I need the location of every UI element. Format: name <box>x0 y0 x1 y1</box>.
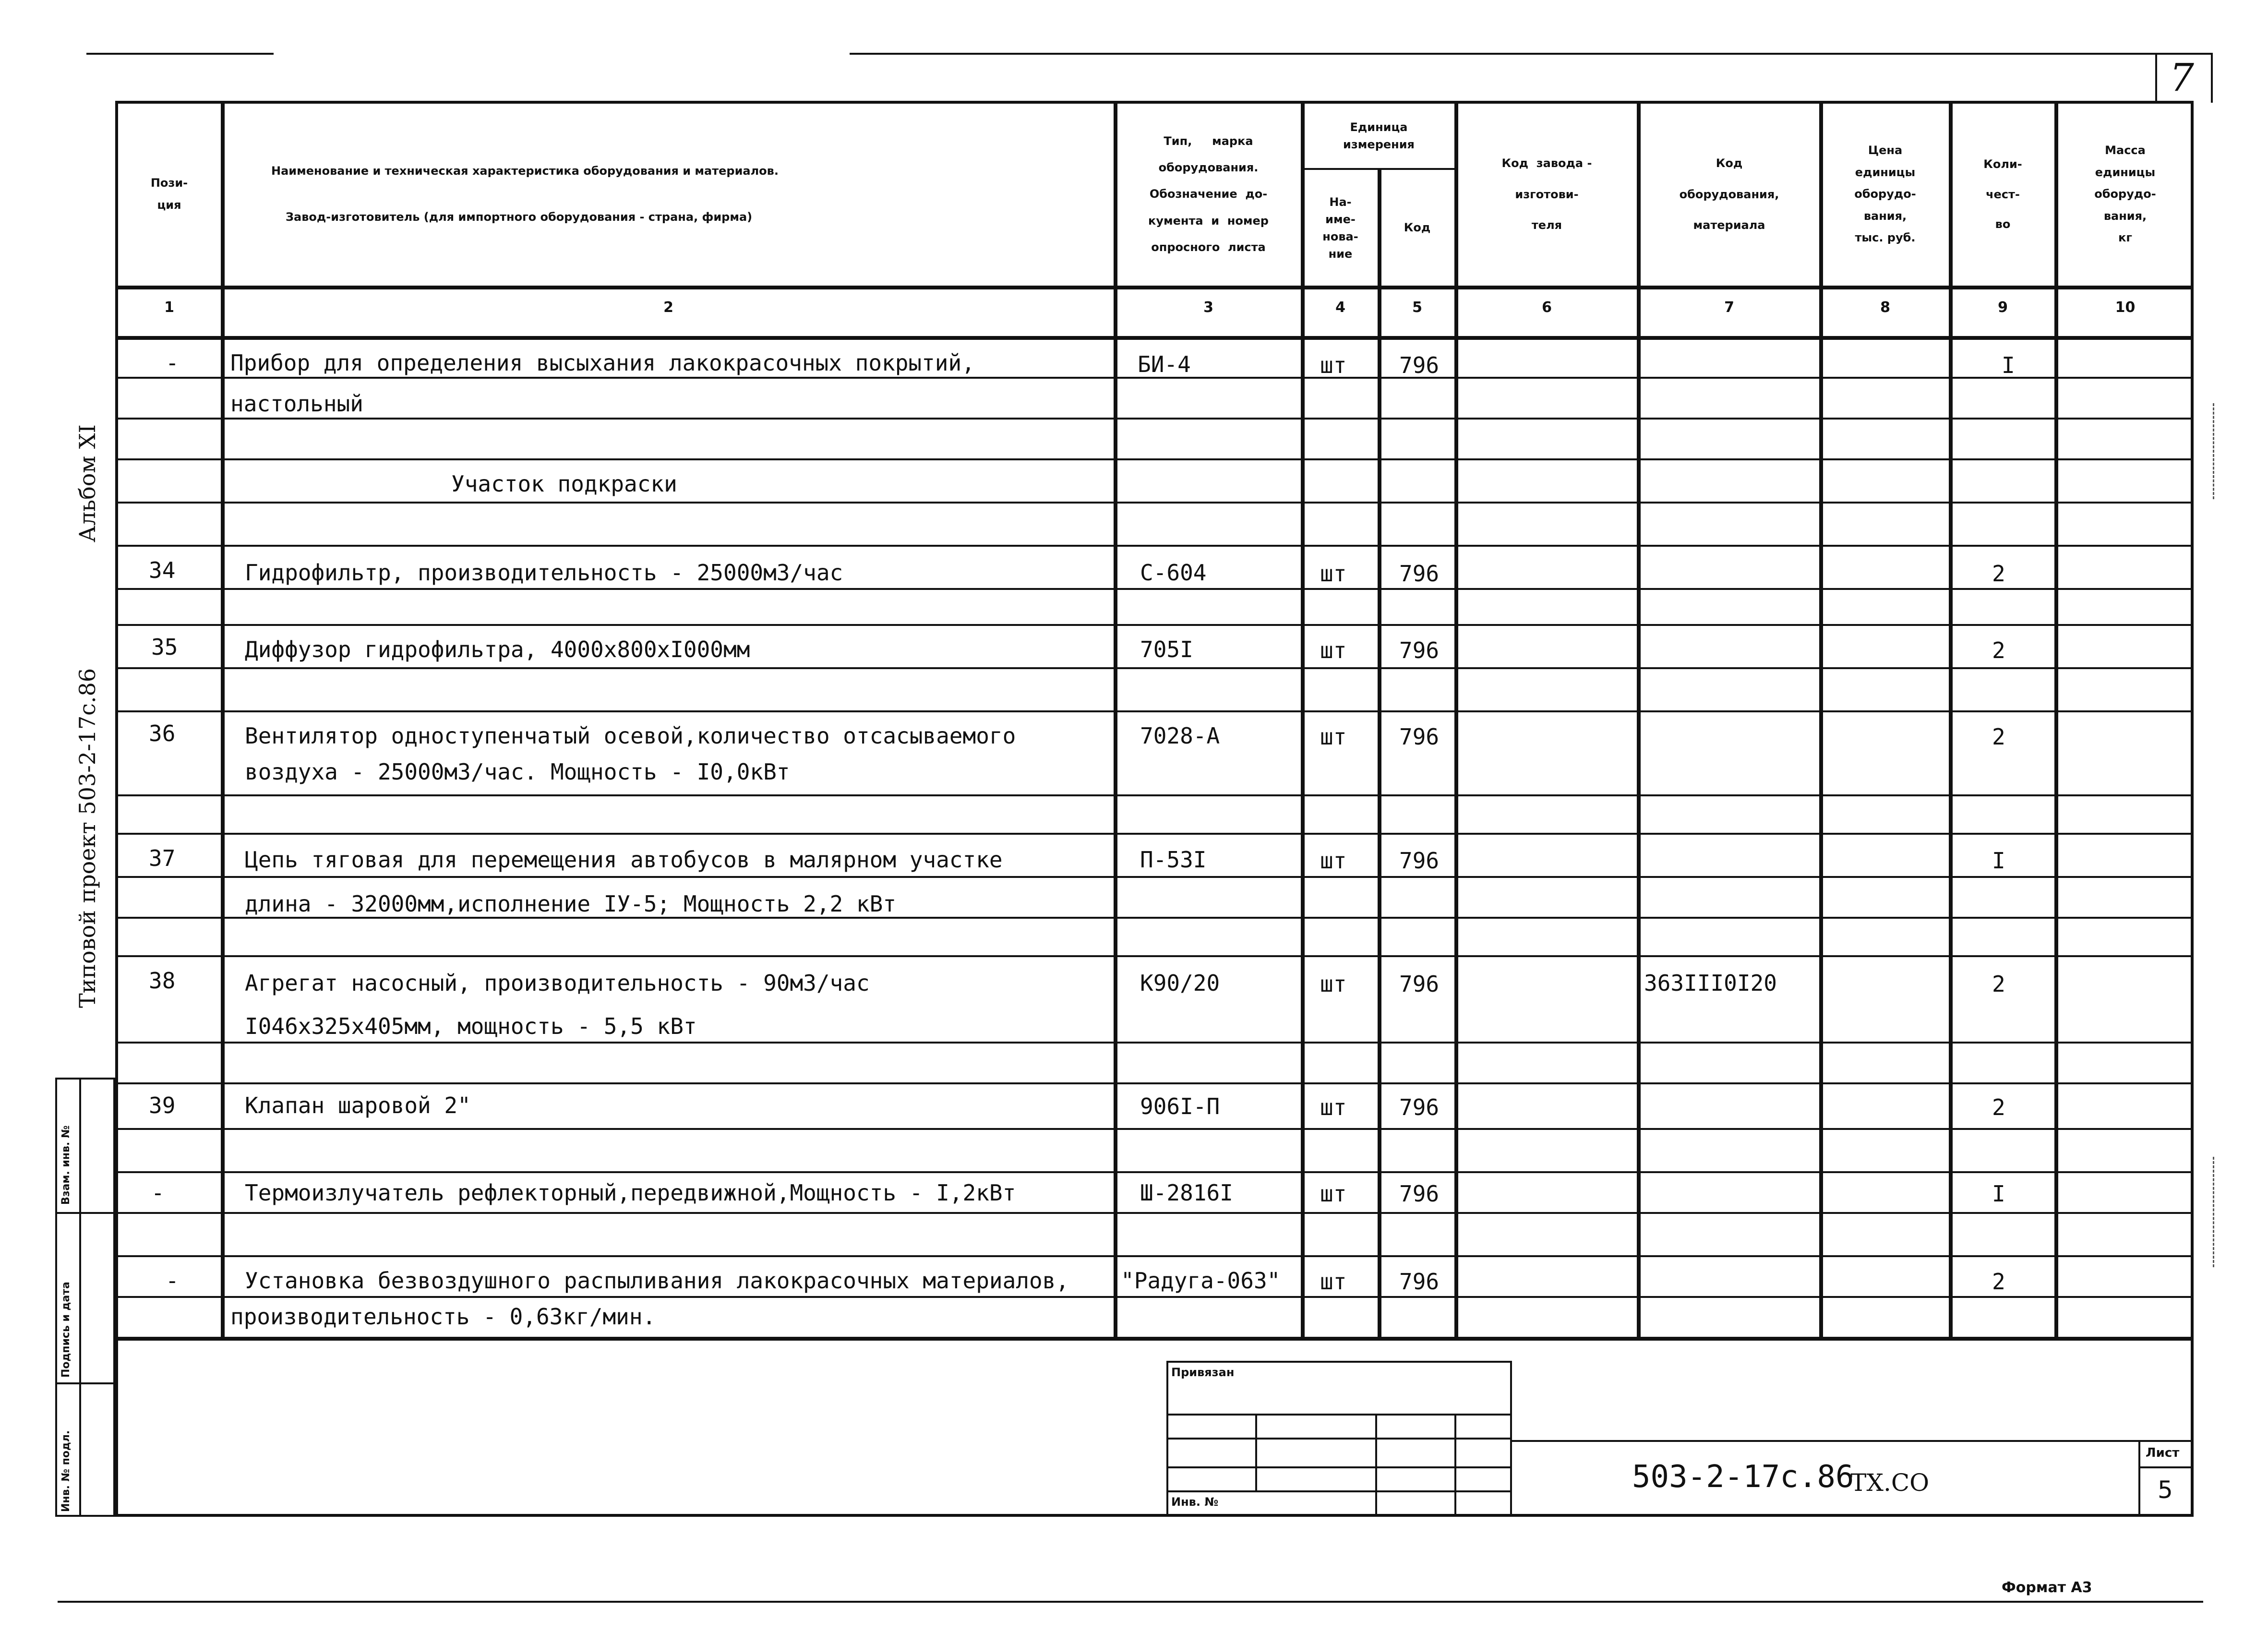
title-vline <box>1255 1414 1257 1490</box>
col-sep-7 <box>1819 101 1823 1337</box>
cell-type: С-604 <box>1140 560 1207 586</box>
row-line <box>115 876 2194 878</box>
row-line <box>115 1042 2194 1044</box>
cell-unit: шт <box>1320 848 1347 874</box>
header-position: Пози- ция <box>150 176 188 212</box>
doc-suffix: ТХ.СО <box>1850 1469 1930 1497</box>
cell-position: 39 <box>149 1092 176 1118</box>
sheet-label: Лист <box>2146 1446 2180 1460</box>
cell-name: Агрегат насосный, производительность - 90м3/час <box>245 970 870 996</box>
cell-type: 906I-П <box>1140 1093 1220 1119</box>
stamp-line <box>55 1212 115 1214</box>
cell-name: воздуха - 25000м3/час. Мощность - I0,0кВт <box>245 759 790 785</box>
page-number-top: 7 <box>2170 55 2194 100</box>
header-material-code: Код оборудования, материала <box>1679 156 1779 232</box>
title-main-line <box>1512 1440 2194 1442</box>
cell-type: 7028-А <box>1140 723 1220 749</box>
row-line <box>115 955 2194 957</box>
cell-type: БИ-4 <box>1138 351 1191 377</box>
cell-unit: шт <box>1320 1181 1347 1207</box>
stamp-inv-original: Инв. № подл. <box>60 1430 72 1512</box>
row-line <box>115 624 2194 626</box>
cell-material-code: 363III0I20 <box>1644 970 1777 996</box>
row-line <box>115 1255 2194 1257</box>
cell-code: 796 <box>1399 1181 1440 1207</box>
cell-code: 796 <box>1399 971 1440 997</box>
cell-name: Вентилятор одноступенчатый осевой,количество отсасываемого <box>245 723 1016 749</box>
title-line <box>1166 1466 1512 1468</box>
row-line <box>115 1128 2194 1130</box>
stamp-divider <box>79 1078 81 1517</box>
row-line <box>115 833 2194 835</box>
title-vline <box>1375 1414 1377 1517</box>
header-mass: Масса единицы оборудо- вания, кг <box>2094 144 2156 245</box>
title-vline <box>1454 1414 1456 1517</box>
cell-qty: 2 <box>1992 561 2005 587</box>
section-heading: Участок подкраски <box>451 471 677 497</box>
inv-no-label: Инв. № <box>1171 1495 1219 1509</box>
column-number: 5 <box>1412 299 1422 316</box>
col-sep-3 <box>1301 101 1305 1337</box>
cell-name: Прибор для определения высыхания лакокрасочных покрытий, <box>230 350 975 376</box>
cell-code: 796 <box>1399 637 1440 663</box>
cell-unit: шт <box>1320 637 1347 663</box>
row-line <box>115 710 2194 712</box>
bottom-rule <box>58 1601 2203 1603</box>
cell-unit: шт <box>1320 971 1347 997</box>
title-line <box>1166 1438 1512 1440</box>
margin-mark <box>2213 403 2214 499</box>
cell-type: П-53I <box>1140 847 1207 873</box>
cell-name: Гидрофильтр, производительность - 25000м3/час <box>245 560 843 586</box>
column-number: 8 <box>1880 299 1890 316</box>
cell-qty: I <box>1992 848 2005 874</box>
sheet-box-mid <box>2138 1466 2194 1468</box>
col-sep-8 <box>1949 101 1953 1337</box>
row-line <box>115 418 2194 420</box>
cell-code: 796 <box>1399 561 1440 587</box>
cell-name: Клапан шаровой 2" <box>245 1092 471 1118</box>
header-unit-code: Код <box>1404 221 1431 235</box>
album-label: Альбом XI <box>74 424 100 542</box>
col-sep-2 <box>1114 101 1117 1337</box>
cell-code: 796 <box>1399 1094 1440 1120</box>
cell-type: "Радуга-063" <box>1121 1268 1281 1294</box>
cell-unit: шт <box>1320 1094 1347 1120</box>
row-line <box>115 1082 2194 1084</box>
header-name <box>223 103 1114 286</box>
row-line <box>115 1212 2194 1214</box>
privyazan-label: Привязан <box>1171 1366 1235 1379</box>
cell-position: - <box>166 1268 179 1294</box>
header-factory-code: Код завода - изготови- теля <box>1501 156 1592 232</box>
column-number: 10 <box>2115 299 2136 316</box>
stamp-line <box>55 1382 115 1384</box>
col-sep-1 <box>221 101 225 1337</box>
cell-name: I046х325х405мм, мощность - 5,5 кВт <box>245 1013 697 1039</box>
row-line <box>115 794 2194 796</box>
cell-position: 37 <box>149 845 176 871</box>
cell-qty: 2 <box>1992 1269 2005 1295</box>
cell-name: длина - 32000мм,исполнение IУ-5; Мощность 2,2 кВт <box>245 891 897 917</box>
col-sep-4 <box>1378 168 1381 1337</box>
header-unit-name: На- име- нова- ние <box>1322 195 1358 261</box>
cell-position: 38 <box>149 968 176 994</box>
cell-code: 796 <box>1399 1269 1440 1295</box>
cell-code: 796 <box>1399 724 1440 750</box>
cell-qty: I <box>2002 352 2015 378</box>
cell-unit: шт <box>1320 1269 1347 1295</box>
header-unit: Единица измерения <box>1343 120 1415 151</box>
row-line <box>115 545 2194 547</box>
cell-name: Установка безвоздушного распыливания лакокрасочных материалов, <box>245 1268 1069 1294</box>
sheet-number: 5 <box>2158 1476 2173 1504</box>
cell-qty: I <box>1992 1181 2005 1207</box>
row-line <box>115 502 2194 504</box>
column-number: 4 <box>1335 299 1345 316</box>
cell-position: - <box>151 1180 165 1206</box>
doc-code: 503-2-17с.86 <box>1632 1459 1854 1495</box>
row-line <box>115 1171 2194 1173</box>
column-number: 9 <box>1998 299 2008 316</box>
header-name-line1: Наименование и техническая характеристика оборудования и материалов. <box>271 164 779 178</box>
title-line <box>1166 1490 1512 1492</box>
cell-name: Диффузор гидрофильтра, 4000х800хI000мм <box>245 636 750 662</box>
cell-qty: 2 <box>1992 724 2005 750</box>
project-label: Типовой проект 503-2-17с.86 <box>74 668 100 1008</box>
cell-type: Ш-2816I <box>1140 1180 1233 1206</box>
cell-type: К90/20 <box>1140 970 1220 996</box>
stamp-replace-inv: Взам. инв. № <box>60 1125 72 1205</box>
cell-qty: 2 <box>1992 1094 2005 1120</box>
unit-subheader-line <box>1301 168 1454 170</box>
cell-name: Термоизлучатель рефлекторный,передвижной,Мощность - I,2кВт <box>245 1180 1016 1206</box>
cell-position: 35 <box>151 634 178 660</box>
cell-position: 34 <box>149 557 176 583</box>
table-bottom-line <box>115 1337 2194 1341</box>
top-rule-right <box>850 53 2160 55</box>
column-number: 7 <box>1724 299 1734 316</box>
cell-position: 36 <box>149 720 176 746</box>
row-line <box>115 667 2194 669</box>
sheet-box-left <box>2138 1440 2140 1517</box>
cell-unit: шт <box>1320 352 1347 378</box>
margin-mark <box>2213 1157 2214 1267</box>
header-type: Тип, марка оборудования. Обозначение до- кумента и номер опросного листа <box>1148 134 1269 254</box>
cell-qty: 2 <box>1992 971 2005 997</box>
col-sep-6 <box>1637 101 1641 1337</box>
cell-name: настольный <box>230 391 363 417</box>
cell-name: производительность - 0,63кг/мин. <box>230 1304 656 1330</box>
cell-qty: 2 <box>1992 637 2005 663</box>
cell-unit: шт <box>1320 561 1347 587</box>
header-price: Цена единицы оборудо- вания, тыс. руб. <box>1854 144 1916 245</box>
cell-position: - <box>166 350 179 376</box>
column-number: 6 <box>1542 299 1552 316</box>
numrow-bottom-line <box>115 336 2194 340</box>
title-line <box>1166 1414 1512 1416</box>
column-number: 1 <box>164 299 174 316</box>
cell-code: 796 <box>1399 352 1440 378</box>
format-label: Формат А3 <box>2002 1579 2092 1596</box>
header-name-line2: Завод-изготовитель (для импортного оборудования - страна, фирма) <box>286 210 753 224</box>
cell-code: 796 <box>1399 848 1440 874</box>
column-number: 2 <box>663 299 673 316</box>
column-number: 3 <box>1203 299 1213 316</box>
row-line <box>115 1296 2194 1298</box>
row-line <box>115 458 2194 460</box>
cell-unit: шт <box>1320 724 1347 750</box>
cell-type: 705I <box>1140 636 1193 662</box>
row-line <box>115 588 2194 590</box>
top-rule-left <box>86 53 274 55</box>
header-bottom-line <box>115 286 2194 289</box>
header-quantity: Коли- чест- во <box>1983 157 2022 231</box>
stamp-signature-date: Подпись и дата <box>60 1282 72 1378</box>
row-line <box>115 917 2194 919</box>
col-sep-5 <box>1454 101 1458 1337</box>
col-sep-9 <box>2054 101 2058 1337</box>
cell-name: Цепь тяговая для перемещения автобусов в малярном участке <box>245 847 1003 873</box>
